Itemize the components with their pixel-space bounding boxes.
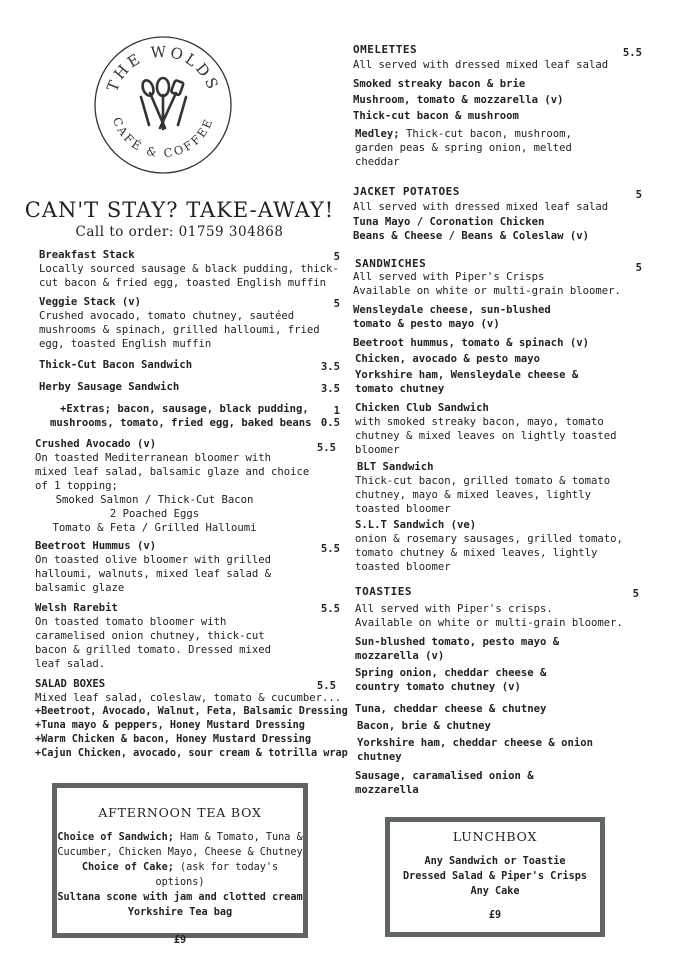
extras-price1: 1 (333, 405, 340, 417)
sandwich-item: Yorkshire ham, Wensleydale cheese & tomato chutney (355, 369, 579, 395)
tea-box-tea: Yorkshire Tea bag (127, 907, 233, 918)
lunchbox (385, 817, 605, 937)
sandwich-text: Ham & Tomato, Tuna & (173, 832, 303, 843)
sandwich-item: Beetroot hummus, tomato & spinach (v) (353, 337, 589, 349)
club-sandwich-name: Chicken Club Sandwich (355, 402, 489, 414)
cafe-logo (93, 35, 233, 175)
avocado-option: Smoked Salmon / Thick-Cut Bacon (55, 494, 254, 506)
slt-desc: onion & rosemary sausages, grilled tomato, tomato chutney & mixed leaves, lightly toasted bloomer (355, 533, 623, 573)
toastie-item: Bacon, brie & chutney (357, 720, 491, 732)
toasties-heading: TOASTIES (355, 585, 412, 598)
medley-label: Medley; (355, 128, 400, 140)
toastie-item: Sun-blushed tomato, pesto mayo & mozzarella (v) (355, 636, 560, 662)
jacket-sub: All served with dressed mixed leaf salad (353, 201, 609, 213)
breakfast-stack-desc: Locally sourced sausage & black pudding, thick- cut bacon & fried egg, toasted English muffin (39, 263, 339, 289)
crushed-avocado-name: Crushed Avocado (v) (35, 438, 157, 450)
sausage-sandwich-name: Herby Sausage Sandwich (39, 381, 180, 393)
tea-box-scone: Sultana scone with jam and clotted cream (57, 892, 303, 903)
tea-box-sandwich (57, 830, 303, 845)
sandwich-item: Chicken, avocado & pesto mayo (355, 353, 540, 365)
jacket-item: Tuna Mayo / Coronation Chicken (353, 216, 545, 228)
takeaway-heading: CAN'T STAY? TAKE-AWAY! (24, 198, 335, 222)
tea-box-cake (57, 860, 303, 890)
toastie-item: Spring onion, cheddar cheese & country tomato chutney (v) (355, 667, 547, 693)
breakfast-stack-name: Breakfast Stack (39, 249, 135, 261)
bacon-sandwich-price: 3.5 (320, 361, 340, 373)
toasties-sub: All served with Piper's crisps. Available on white or multi-grain bloomer. (355, 603, 623, 629)
avocado-option: 2 Poached Eggs (109, 508, 200, 520)
tea-box-price: £9 (173, 935, 187, 946)
omelettes-sub: All served with dressed mixed leaf salad (353, 59, 609, 71)
sandwiches-sub: All served with Piper's Crisps Available on white or multi-grain bloomer. (353, 271, 621, 297)
tea-box-title: AFTERNOON TEA BOX (98, 805, 262, 820)
cake-label: Choice of Cake; (81, 862, 174, 873)
omelette-item: Thick-cut bacon & mushroom (353, 110, 519, 122)
veggie-stack-price: 5 (333, 298, 340, 310)
sandwich-label: Choice of Sandwich; (57, 832, 174, 843)
cake-text: (ask for today's options) (155, 862, 279, 888)
sandwich-item: Wensleydale cheese, sun-blushed tomato & pesto mayo (v) (353, 304, 551, 330)
extras-price2: 0.5 (320, 417, 340, 429)
veggie-stack-desc: Crushed avocado, tomato chutney, sautéed mushrooms & spinach, grilled halloumi, fried egg, toasted English muffin (39, 310, 320, 350)
extras-line1: +Extras; bacon, sausage, black pudding, (60, 403, 309, 415)
toastie-item: Tuna, cheddar cheese & chutney (355, 703, 547, 715)
sausage-sandwich-price: 3.5 (320, 383, 340, 395)
jacket-price: 5 (635, 189, 642, 201)
jacket-heading: JACKET POTATOES (353, 185, 460, 198)
bacon-sandwich-name: Thick-Cut Bacon Sandwich (39, 359, 193, 371)
utensils-icon (141, 78, 186, 129)
omelettes-price: 5.5 (622, 47, 642, 59)
welsh-rarebit-name: Welsh Rarebit (35, 602, 118, 614)
slt-name: S.L.T Sandwich (ve) (355, 519, 477, 531)
breakfast-stack-price: 5 (333, 251, 340, 263)
omelette-item: Smoked streaky bacon & brie (353, 78, 526, 90)
sandwiches-price: 5 (635, 262, 642, 274)
salad-boxes-name: SALAD BOXES (35, 678, 106, 690)
omelette-item: Mushroom, tomato & mozzarella (v) (353, 94, 564, 106)
blt-name: BLT Sandwich (357, 461, 434, 473)
lunchbox-line: Any Cake (470, 886, 520, 897)
jacket-item: Beans & Cheese / Beans & Coleslaw (v) (353, 230, 589, 242)
salad-option: +Tuna mayo & peppers, Honey Mustard Dressing (35, 720, 305, 731)
omelette-medley (355, 127, 572, 169)
phone-number: Call to order: 01759 304868 (75, 224, 284, 240)
veggie-stack-name: Veggie Stack (v) (39, 296, 142, 308)
sandwiches-heading: SANDWICHES (355, 257, 427, 270)
club-sandwich-desc: with smoked streaky bacon, mayo, tomato chutney & mixed leaves on lightly toasted bloomer (355, 416, 617, 456)
logo-top-text: THE WOLDS (103, 42, 223, 95)
toastie-item: Yorkshire ham, cheddar cheese & onion chutney (357, 737, 593, 763)
welsh-rarebit-desc: On toasted tomato bloomer with caramelised onion chutney, thick-cut bacon & grilled tomato. Dressed mixed leaf salad. (35, 616, 271, 670)
lunchbox-line: Any Sandwich or Toastie (424, 856, 566, 867)
beetroot-hummus-name: Beetroot Hummus (v) (35, 540, 157, 552)
svg-text:THE WOLDS (103, 43, 223, 95)
omelettes-heading: OMELETTES (353, 43, 418, 56)
beetroot-hummus-price: 5.5 (320, 543, 340, 555)
toastie-item: Sausage, caramalised onion & mozzarella (355, 770, 534, 796)
lunchbox-title: LUNCHBOX (452, 829, 538, 844)
blt-desc: Thick-cut bacon, grilled tomato & tomato chutney, mayo & mixed leaves, lightly toasted bloomer (355, 475, 611, 515)
crushed-avocado-desc: On toasted Mediterranean bloomer with mixed leaf salad, balsamic glaze and choice of 1 topping; (35, 452, 310, 492)
salad-option: +Beetroot, Avocado, Walnut, Feta, Balsamic Dressing (35, 706, 348, 717)
afternoon-tea-box (52, 783, 308, 946)
tea-box-sandwich-2: Cucumber, Chicken Mayo, Cheese & Chutney (57, 847, 303, 858)
crushed-avocado-price: 5.5 (316, 442, 336, 454)
salad-boxes-desc: Mixed leaf salad, coleslaw, tomato & cucumber... (35, 692, 342, 704)
medley-desc: Thick-cut bacon, mushroom, garden peas & spring onion, melted cheddar (355, 128, 572, 168)
logo-bottom-text: CAFÉ & COFFEE (109, 115, 217, 161)
welsh-rarebit-price: 5.5 (320, 603, 340, 615)
lunchbox-price: £9 (488, 910, 502, 921)
lunchbox-line: Dressed Salad & Piper's Crisps (402, 871, 587, 882)
beetroot-hummus-desc: On toasted olive bloomer with grilled halloumi, walnuts, mixed leaf salad & balsamic glaze (35, 554, 271, 594)
salad-boxes-price: 5.5 (316, 680, 336, 692)
toasties-price: 5 (632, 588, 639, 600)
salad-option: +Warm Chicken & bacon, Honey Mustard Dressing (35, 734, 312, 745)
extras-line2: mushrooms, tomato, fried egg, baked beans (50, 417, 312, 429)
avocado-option: Tomato & Feta / Grilled Halloumi (52, 522, 257, 534)
salad-option: +Cajun Chicken, avocado, sour cream & totrilla wrap (35, 748, 348, 759)
